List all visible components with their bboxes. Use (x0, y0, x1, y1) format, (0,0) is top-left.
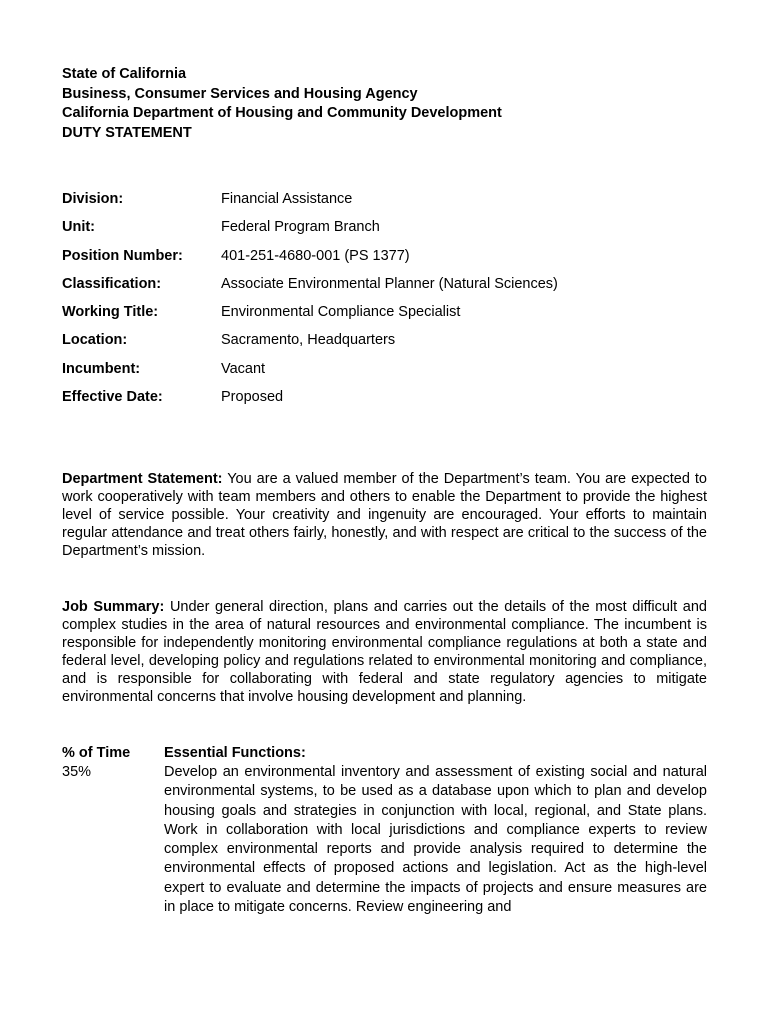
field-label: Classification: (62, 275, 162, 292)
field-label: Incumbent: (62, 360, 141, 377)
field-value: Associate Environmental Planner (Natural Sciences) (221, 275, 558, 292)
job-summary-text: Under general direction, plans and carries out the details of the most difficult and complex studies in the area of natural resources and environmental compliance. The incumbent is responsible for independently monitoring environmental compliance regulations at both a state and federal level, developing policy and regulations related to environmental monitoring and compliance, and is responsible for collaborating with federal and state regulatory agencies to mitigate environmental concerns that involve housing development and planning. (62, 599, 707, 705)
job-summary (62, 598, 707, 706)
field-incumbent (62, 359, 558, 387)
department-statement-label: Department Statement: (62, 471, 223, 487)
document-header (62, 65, 502, 143)
function-percent: 35% (62, 764, 92, 780)
field-classification (62, 274, 558, 302)
header-department: California Department of Housing and Community Development (62, 105, 502, 121)
document-title: DUTY STATEMENT (62, 124, 192, 141)
field-value: Proposed (221, 389, 284, 406)
field-label: Division: (62, 191, 124, 207)
field-value: Environmental Compliance Specialist (221, 304, 461, 321)
field-unit (62, 217, 558, 245)
percent-time-header: % of Time (62, 745, 131, 761)
field-label: Unit: (62, 219, 96, 236)
field-label: Location: (62, 332, 128, 349)
field-value: 401-251-4680-001 (PS 1377) (221, 247, 410, 264)
function-description: Develop an environmental inventory and assessment of existing social and natural environmental systems, to be used as a database upon which to plan and develop housing goals and strategies in conjunction with local, regional, and State plans. Work in collaboration with local jurisdictions and compliance experts to review complex environmental reports and provide analysis required to determine the environmental effects of proposed actions and legislation. Act as the high-level expert to evaluate and determine the impacts of projects and ensure measures are in place to mitigate concerns. Review engineering and (164, 764, 707, 916)
field-value: Federal Program Branch (221, 219, 380, 236)
field-label: Effective Date: (62, 389, 163, 406)
header-state: State of California (62, 66, 187, 82)
essential-functions-title: Essential Functions: (164, 745, 306, 761)
field-division (62, 189, 558, 217)
field-effective-date (62, 387, 558, 415)
position-fields (62, 189, 558, 415)
field-value: Financial Assistance (221, 191, 353, 207)
field-label: Position Number: (62, 247, 183, 264)
department-statement-text: You are a valued member of the Department’s team. You are expected to work cooperatively with team members and others to enable the Department to provide the highest level of service possible. Your creativity and ingenuity are encouraged. Your efforts to maintain regular attendance and treat others fairly, honestly, and with respect are critical to the success of the Department’s mission. (62, 471, 707, 559)
department-statement (62, 470, 707, 560)
field-value: Sacramento, Headquarters (221, 332, 396, 349)
field-location (62, 330, 558, 358)
field-label: Working Title: (62, 304, 159, 321)
field-value: Vacant (221, 360, 266, 377)
field-working-title (62, 302, 558, 330)
header-agency: Business, Consumer Services and Housing Agency (62, 85, 418, 102)
job-summary-label: Job Summary: (62, 599, 165, 615)
field-position-number (62, 246, 558, 274)
